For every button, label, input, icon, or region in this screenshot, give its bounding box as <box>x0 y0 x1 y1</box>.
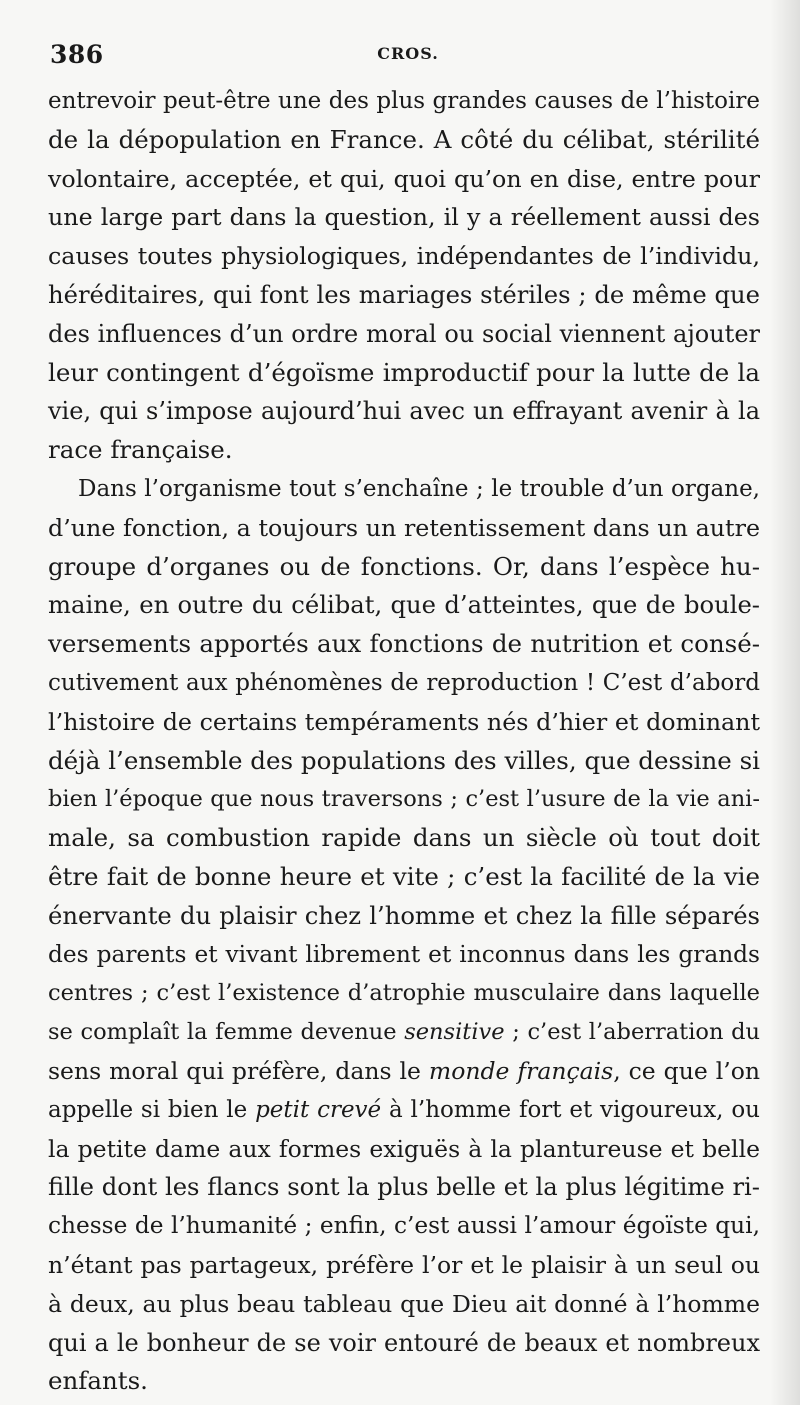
text-line: déjà l’ensemble des populations des villes, que dessine si <box>48 745 760 775</box>
text-line: causes toutes physiologiques, indépendantes de l’individu, <box>48 242 760 271</box>
page-header <box>50 40 766 80</box>
text-line: bien l’époque que nous traversons ; c’est l’usure de la vie ani- <box>48 786 760 813</box>
text-line <box>48 1052 760 1091</box>
text-line: vie, qui s’impose aujourd’hui avec un effrayant avenir à la <box>48 397 760 426</box>
line-text: sens moral qui préfère, dans le <box>48 1056 429 1085</box>
line-text: ; c’est l’aberration du <box>504 1019 761 1046</box>
line-text: appelle si bien le <box>48 1096 256 1123</box>
text-line: être fait de bonne heure et vite ; c’est la facilité de la vie <box>48 861 760 891</box>
text-line: l’histoire de certains tempéraments nés d’hier et dominant <box>48 707 760 736</box>
text-line: de la dépopulation en France. A côté du célibat, stérilité <box>48 124 760 154</box>
text-line: qui a le bonheur de se voir entouré de beaux et nombreux <box>48 1328 760 1357</box>
text-line: chesse de l’humanité ; enfin, c’est aussi l’amour égoïste qui, <box>48 1212 760 1240</box>
text-line: entrevoir peut-être une des plus grandes causes de l’histoire <box>48 88 760 114</box>
line-text: , ce que l’on <box>613 1056 760 1085</box>
running-head: CROS. <box>377 44 439 63</box>
text-line: male, sa combustion rapide dans un siècle où tout doit <box>48 823 760 853</box>
paragraph-start-line: Dans l’organisme tout s’enchaîne ; le trouble d’un organe, <box>78 475 760 502</box>
paragraph-end-line: enfants. <box>48 1366 148 1396</box>
text-line: énervante du plaisir chez l’homme et chez la fille séparés <box>48 900 760 930</box>
text-line: héréditaires, qui font les mariages stériles ; de même que <box>48 279 760 309</box>
line-text: se complaît la femme devenue <box>48 1019 405 1046</box>
paragraph-end-line: race française. <box>48 435 233 465</box>
text-line <box>48 1013 760 1052</box>
text-line: fille dont les flancs sont la plus belle et la plus légitime ri- <box>48 1172 760 1202</box>
text-line: cutivement aux phénomènes de reproduction ! C’est d’abord <box>48 669 760 696</box>
text-line <box>48 1091 760 1130</box>
text-line: à deux, au plus beau tableau que Dieu ait donné à l’homme <box>48 1289 760 1318</box>
text-line: centres ; c’est l’existence d’atrophie musculaire dans laquelle <box>48 980 760 1007</box>
page-edge-shadow <box>770 0 800 1405</box>
text-line: des parents et vivant librement et inconnus dans les grands <box>48 940 760 968</box>
body-text <box>48 82 760 1401</box>
line-text: à l’homme fort et vigoureux, ou <box>381 1096 760 1123</box>
text-line: maine, en outre du célibat, que d’atteintes, que de boule- <box>48 590 760 620</box>
text-line: leur contingent d’égoïsme improductif pour la lutte de la <box>48 357 760 387</box>
text-line: des influences d’un ordre moral ou social viennent ajouter <box>48 319 760 348</box>
text-line: la petite dame aux formes exiguës à la plantureuse et belle <box>48 1134 760 1163</box>
italic-term: sensitive <box>404 1019 505 1046</box>
text-line: groupe d’organes ou de fonctions. Or, dans l’espèce hu- <box>48 551 760 581</box>
text-line: versements apportés aux fonctions de nutrition et consé- <box>48 629 760 659</box>
italic-term: monde français <box>428 1056 614 1085</box>
italic-term: petit crevé <box>255 1096 382 1123</box>
page-number: 386 <box>50 40 104 69</box>
text-line: volontaire, acceptée, et qui, quoi qu’on en dise, entre pour <box>48 164 760 193</box>
text-line: une large part dans la question, il y a réellement aussi des <box>48 203 760 232</box>
text-line: n’étant pas partageux, préfère l’or et le plaisir à un seul ou <box>48 1250 760 1279</box>
text-line: d’une fonction, a toujours un retentissement dans un autre <box>48 513 760 542</box>
